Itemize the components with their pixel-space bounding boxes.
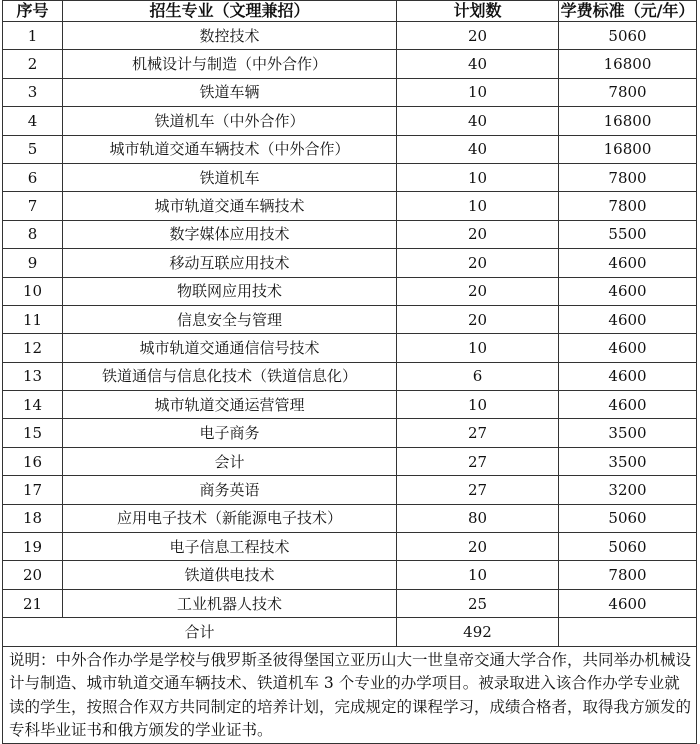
cell-fee: 5060 bbox=[559, 504, 697, 532]
cell-major: 会计 bbox=[63, 447, 397, 475]
header-row bbox=[3, 1, 697, 22]
total-fee-empty bbox=[559, 618, 697, 646]
table-row bbox=[3, 447, 697, 475]
table-row bbox=[3, 362, 697, 390]
note-text: 说明：中外合作办学是学校与俄罗斯圣彼得堡国立亚历山大一世皇帝交通大学合作，共同举办机械设计与制造、城市轨道交通车辆技术、铁道机车 3 个专业的办学项目。被录取进入该合作办学专业就读的学生，按照合作双方共同制定的培养计划，完成规定的课程学习，成绩合格者，取得我方颁发的专科毕业证书和俄方颁发的学业证书。 bbox=[3, 646, 697, 743]
cell-major: 数字媒体应用技术 bbox=[63, 220, 397, 248]
table-row bbox=[3, 277, 697, 305]
cell-plan: 80 bbox=[397, 504, 559, 532]
cell-plan: 20 bbox=[397, 305, 559, 333]
cell-major: 电子信息工程技术 bbox=[63, 533, 397, 561]
cell-fee: 7800 bbox=[559, 561, 697, 589]
cell-fee: 5060 bbox=[559, 22, 697, 50]
table-row bbox=[3, 135, 697, 163]
cell-major: 移动互联应用技术 bbox=[63, 249, 397, 277]
cell-fee: 4600 bbox=[559, 589, 697, 617]
table-row bbox=[3, 561, 697, 589]
cell-no: 21 bbox=[3, 589, 63, 617]
cell-major: 铁道机车 bbox=[63, 163, 397, 191]
table-row bbox=[3, 107, 697, 135]
cell-plan: 27 bbox=[397, 447, 559, 475]
table-row bbox=[3, 334, 697, 362]
cell-no: 20 bbox=[3, 561, 63, 589]
cell-no: 14 bbox=[3, 391, 63, 419]
table-row bbox=[3, 163, 697, 191]
header-plan: 计划数 bbox=[397, 1, 559, 22]
cell-plan: 10 bbox=[397, 391, 559, 419]
table-row bbox=[3, 249, 697, 277]
cell-plan: 20 bbox=[397, 533, 559, 561]
header-no: 序号 bbox=[3, 1, 63, 22]
header-major: 招生专业（文理兼招） bbox=[63, 1, 397, 22]
cell-plan: 20 bbox=[397, 220, 559, 248]
cell-major: 工业机器人技术 bbox=[63, 589, 397, 617]
cell-major: 铁道供电技术 bbox=[63, 561, 397, 589]
cell-plan: 27 bbox=[397, 419, 559, 447]
enrollment-table bbox=[2, 0, 697, 744]
cell-fee: 4600 bbox=[559, 334, 697, 362]
cell-major: 铁道通信与信息化技术（铁道信息化） bbox=[63, 362, 397, 390]
cell-major: 信息安全与管理 bbox=[63, 305, 397, 333]
table-row bbox=[3, 589, 697, 617]
cell-major: 铁道机车（中外合作） bbox=[63, 107, 397, 135]
cell-fee: 7800 bbox=[559, 192, 697, 220]
cell-fee: 4600 bbox=[559, 277, 697, 305]
table-row bbox=[3, 78, 697, 106]
cell-plan: 20 bbox=[397, 22, 559, 50]
cell-plan: 10 bbox=[397, 561, 559, 589]
cell-plan: 25 bbox=[397, 589, 559, 617]
table-row bbox=[3, 305, 697, 333]
cell-no: 17 bbox=[3, 476, 63, 504]
cell-fee: 4600 bbox=[559, 305, 697, 333]
cell-major: 数控技术 bbox=[63, 22, 397, 50]
cell-plan: 40 bbox=[397, 50, 559, 78]
table-row bbox=[3, 533, 697, 561]
cell-no: 10 bbox=[3, 277, 63, 305]
cell-no: 9 bbox=[3, 249, 63, 277]
cell-fee: 3500 bbox=[559, 419, 697, 447]
table-row bbox=[3, 391, 697, 419]
total-label: 合计 bbox=[3, 618, 397, 646]
cell-no: 8 bbox=[3, 220, 63, 248]
cell-plan: 27 bbox=[397, 476, 559, 504]
cell-plan: 10 bbox=[397, 334, 559, 362]
cell-no: 6 bbox=[3, 163, 63, 191]
table-row bbox=[3, 220, 697, 248]
cell-fee: 5060 bbox=[559, 533, 697, 561]
cell-fee: 16800 bbox=[559, 107, 697, 135]
table-row bbox=[3, 504, 697, 532]
cell-no: 16 bbox=[3, 447, 63, 475]
cell-plan: 20 bbox=[397, 249, 559, 277]
cell-major: 物联网应用技术 bbox=[63, 277, 397, 305]
cell-major: 应用电子技术（新能源电子技术） bbox=[63, 504, 397, 532]
cell-major: 机械设计与制造（中外合作） bbox=[63, 50, 397, 78]
cell-no: 5 bbox=[3, 135, 63, 163]
total-value: 492 bbox=[397, 618, 559, 646]
cell-no: 3 bbox=[3, 78, 63, 106]
cell-plan: 40 bbox=[397, 135, 559, 163]
cell-no: 12 bbox=[3, 334, 63, 362]
cell-fee: 3200 bbox=[559, 476, 697, 504]
cell-plan: 10 bbox=[397, 192, 559, 220]
cell-fee: 4600 bbox=[559, 391, 697, 419]
cell-major: 电子商务 bbox=[63, 419, 397, 447]
cell-major: 铁道车辆 bbox=[63, 78, 397, 106]
cell-plan: 6 bbox=[397, 362, 559, 390]
cell-fee: 7800 bbox=[559, 78, 697, 106]
header-fee: 学费标准（元/年） bbox=[559, 1, 697, 22]
cell-plan: 40 bbox=[397, 107, 559, 135]
cell-fee: 7800 bbox=[559, 163, 697, 191]
cell-fee: 5500 bbox=[559, 220, 697, 248]
cell-fee: 4600 bbox=[559, 362, 697, 390]
table-row bbox=[3, 476, 697, 504]
cell-fee: 3500 bbox=[559, 447, 697, 475]
table-row bbox=[3, 192, 697, 220]
table-row bbox=[3, 50, 697, 78]
cell-major: 城市轨道交通车辆技术 bbox=[63, 192, 397, 220]
cell-major: 商务英语 bbox=[63, 476, 397, 504]
total-row bbox=[3, 618, 697, 646]
cell-major: 城市轨道交通运营管理 bbox=[63, 391, 397, 419]
cell-no: 2 bbox=[3, 50, 63, 78]
cell-plan: 10 bbox=[397, 78, 559, 106]
cell-fee: 16800 bbox=[559, 135, 697, 163]
cell-fee: 16800 bbox=[559, 50, 697, 78]
cell-plan: 20 bbox=[397, 277, 559, 305]
cell-major: 城市轨道交通车辆技术（中外合作） bbox=[63, 135, 397, 163]
cell-no: 13 bbox=[3, 362, 63, 390]
cell-no: 18 bbox=[3, 504, 63, 532]
table-row bbox=[3, 419, 697, 447]
cell-no: 4 bbox=[3, 107, 63, 135]
cell-no: 19 bbox=[3, 533, 63, 561]
note-row bbox=[3, 646, 697, 743]
cell-no: 11 bbox=[3, 305, 63, 333]
cell-plan: 10 bbox=[397, 163, 559, 191]
cell-no: 7 bbox=[3, 192, 63, 220]
table-row bbox=[3, 22, 697, 50]
cell-no: 15 bbox=[3, 419, 63, 447]
cell-fee: 4600 bbox=[559, 249, 697, 277]
cell-major: 城市轨道交通通信信号技术 bbox=[63, 334, 397, 362]
cell-no: 1 bbox=[3, 22, 63, 50]
